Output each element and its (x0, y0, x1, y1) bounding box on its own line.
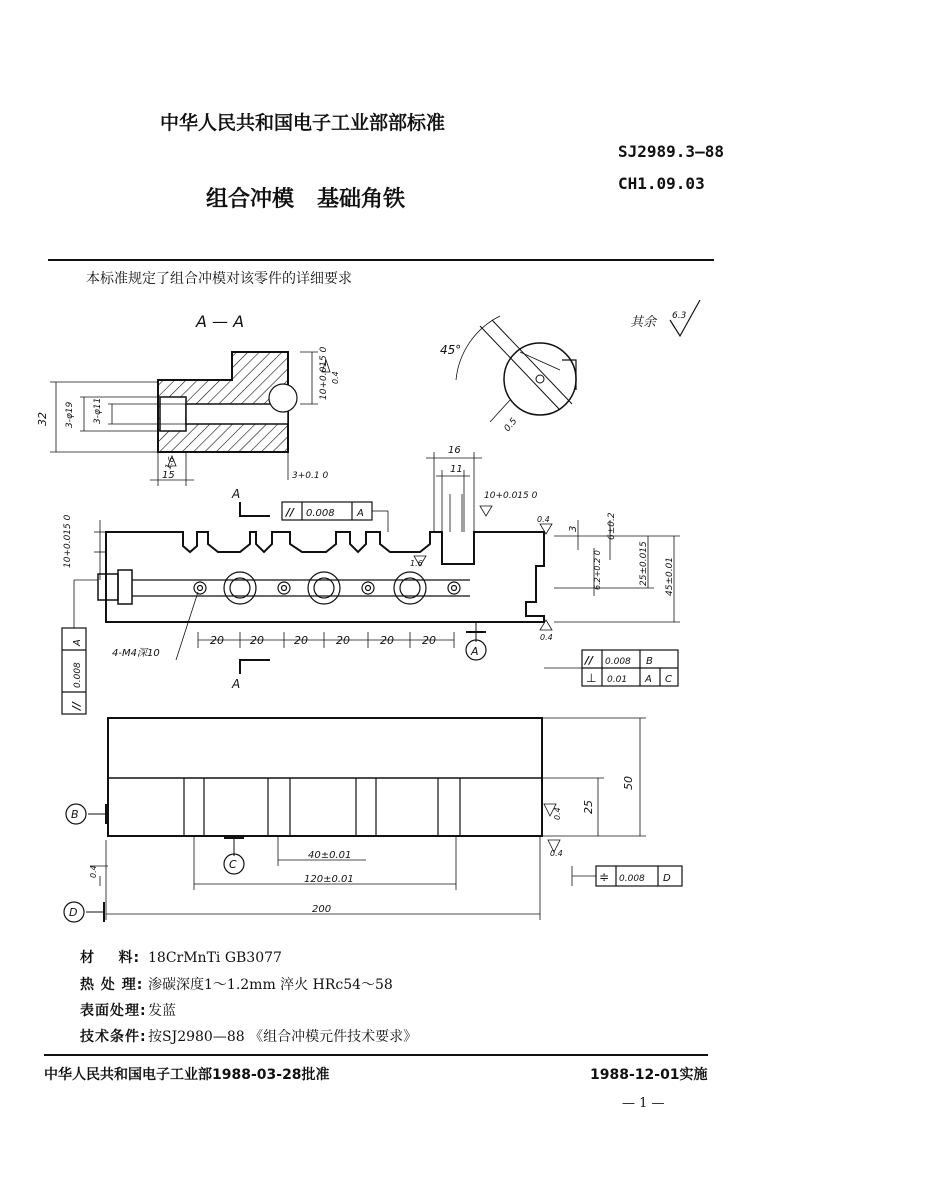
dim-3-section: 3+0.1 0 (292, 471, 329, 481)
tol-row2-ref2: C (665, 674, 672, 685)
datum-d-label: D (69, 906, 78, 919)
page-title: 组合冲模 基础角铁 (206, 187, 405, 212)
left-tol-value: 0.008 (73, 662, 83, 688)
left-tol-ref: A (72, 639, 83, 646)
dim-10-left: 10+0.015 0 (63, 514, 73, 568)
spec-value: 渗碳深度1～1.2mm 淬火 HRc54～58 (148, 977, 393, 993)
dim-32: 32 (36, 412, 49, 426)
dim-25-top: 25±0.015 (639, 541, 649, 586)
hole-detail (456, 316, 576, 422)
dim-120: 120±0.01 (304, 874, 354, 885)
section-title: A — A (196, 312, 245, 331)
dim-10-top: 10+0.015 0 (484, 491, 538, 501)
datum-a-label: A (471, 645, 479, 658)
spec-surface (80, 1000, 176, 1020)
dim-45: 45±0.01 (665, 556, 675, 596)
dim-1-6-section: 1.6 (163, 455, 177, 471)
dim-10-section: 10+0.015 0 (319, 346, 329, 400)
pitch-6: 20 (422, 634, 436, 647)
dim-11: 11 (450, 464, 463, 475)
dim-40: 40±0.01 (308, 850, 352, 861)
hole-roughness-label: 0.5 (502, 416, 520, 434)
rough-0-4-front-b: 0.4 (550, 849, 563, 858)
rough-1-6-top: 1.6 (410, 559, 423, 568)
tol-row1-value: 0.008 (605, 657, 631, 667)
holes-note: 4-M4深10 (112, 648, 160, 659)
section-mark-bottom: A (232, 677, 241, 691)
tol-row2-value: 0.01 (607, 675, 628, 685)
tol-row1-symbol: // (585, 654, 594, 667)
classification-code: CH1.09.03 (618, 174, 705, 193)
dim-50: 50 (622, 776, 635, 790)
dim-phi11: 3-φ11 (93, 397, 103, 424)
pitch-3: 20 (294, 634, 308, 647)
standard-code: SJ2989.3—88 (618, 142, 724, 161)
par-tol-ref: A (357, 508, 364, 519)
roughness-rest-value: 6.3 (672, 311, 687, 321)
spec-label: 热 处 理: (80, 977, 144, 993)
front-view (64, 718, 682, 922)
pitch-2: 20 (250, 634, 264, 647)
par-tol-value: 0.008 (306, 508, 335, 519)
par-tol-symbol: // (286, 506, 295, 519)
rough-0-4-right: 0.4 (540, 633, 553, 642)
angle-label: 45° (440, 343, 462, 357)
rough-0-4-front-a: 0.4 (553, 807, 562, 820)
spec-label: 材 料: (80, 950, 141, 966)
datum-b-label: B (71, 808, 79, 821)
datum-c-label: C (229, 858, 237, 871)
dim-6-2: 6.2+0.2 0 (593, 550, 602, 590)
intro-text: 本标准规定了组合冲模对该零件的详细要求 (86, 271, 352, 287)
section-view (50, 352, 330, 486)
tol-row1-ref: B (646, 656, 653, 667)
dim-16: 16 (448, 445, 461, 456)
spec-value: 18CrMnTi GB3077 (148, 950, 282, 966)
spec-label: 技术条件: (80, 1029, 147, 1045)
dim-200: 200 (312, 904, 332, 915)
spec-value: 发蓝 (148, 1003, 176, 1019)
spec-label: 表面处理: (80, 1003, 147, 1019)
sym-tol-symbol: ≑ (599, 870, 610, 884)
dim-15: 15 (162, 470, 175, 481)
left-tol-symbol: // (70, 701, 83, 710)
roughness-rest-label: 其余 (630, 315, 657, 330)
dim-0-4-section: 0.4 (331, 371, 340, 384)
rough-0-4-front-c: 0.4 (89, 865, 98, 878)
spec-technical-conditions (80, 1026, 417, 1046)
sym-tol-ref: D (663, 873, 671, 884)
spec-heat-treatment (80, 974, 393, 994)
page-number: — 1 — (622, 1096, 665, 1111)
footer-rule (44, 1054, 708, 1056)
pitch-1: 20 (210, 634, 224, 647)
approval-line: 中华人民共和国电子工业部1988-03-28批准 (44, 1067, 330, 1083)
dim-3-top: 3 (568, 525, 579, 532)
dim-6: 6±0.2 (607, 512, 617, 540)
dim-25-front: 25 (582, 800, 595, 814)
issuing-authority: 中华人民共和国电子工业部部标准 (160, 112, 446, 134)
tol-row2-symbol: ⊥ (586, 671, 597, 685)
sym-tol-value: 0.008 (619, 874, 645, 884)
tol-row2-ref1: A (645, 674, 652, 685)
pitch-5: 20 (380, 634, 394, 647)
spec-material (80, 947, 282, 967)
effective-date: 1988-12-01实施 (590, 1067, 708, 1083)
pitch-4: 20 (336, 634, 350, 647)
dim-phi19: 3-φ19 (65, 401, 75, 428)
section-mark-top: A (232, 487, 241, 501)
spec-value: 按SJ2980—88 《组合冲模元件技术要求》 (148, 1029, 418, 1045)
rough-0-4-top: 0.4 (537, 515, 550, 524)
